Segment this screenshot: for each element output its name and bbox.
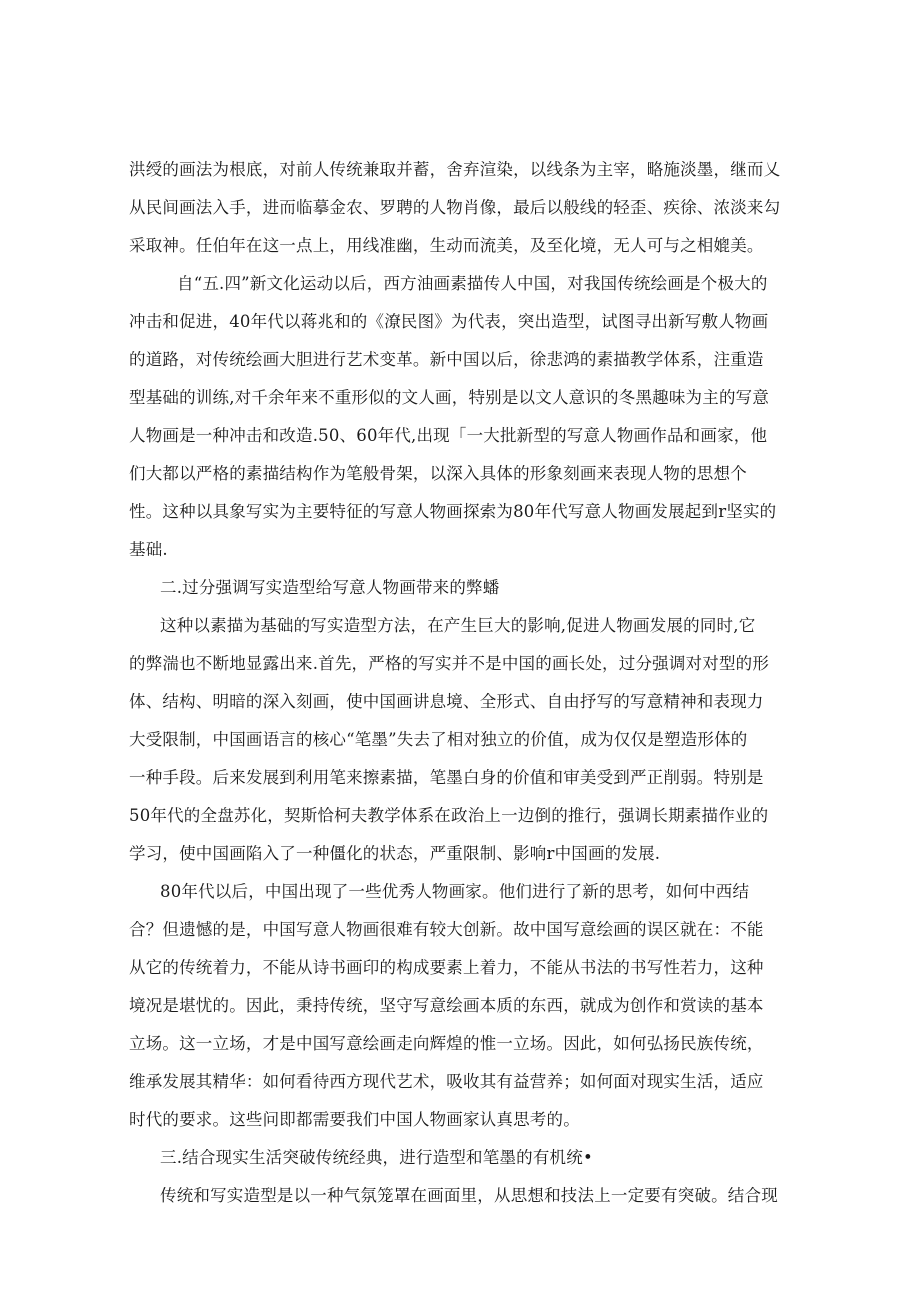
text-line: 型基础的训练,对千余年来不重形似的文人画，特别是以文人意识的冬黑趣味为主的写意 <box>129 388 770 407</box>
text-line: 立场。这一立场，才是中国写意绘画走向辉煌的惟一立场。因此，如何弘扬民族传统， <box>129 1034 764 1053</box>
text-line: 大受限制，中国画语言的核心“笔墨”失去了相对独立的价值，成为仅仅是塑造形体的 <box>129 730 748 749</box>
text-line: 合？但遗憾的是，中国写意人物画很难有较大创新。故中国写意绘画的误区就在：不能 <box>129 920 764 939</box>
paragraph-first-line: 这种以素描为基础的写实造型方法，在产生巨大的影响,促进人物画发展的同时,它 <box>160 616 756 635</box>
text-line: 时代的要求。这些问即都需要我们中国人物画家认真思考的。 <box>129 1110 580 1129</box>
text-line: 采取神。任伯年在这一点上，用线准幽，生动而流美，及至化境，无人可与之相媲美。 <box>129 236 764 255</box>
text-line: 一种手段。后来发展到利用笔来擦素描，笔墨白身的价值和审美受到严正削弱。特别是 <box>129 768 764 787</box>
paragraph-first-line: 传统和写实造型是以一种气氛笼罩在画面里，从思想和技法上一定要有突破。结合现 <box>160 1186 778 1205</box>
paragraph-first-line: 自“五.四”新文化运动以后，西方油画素描传人中国，对我国传统绘画是个极大的 <box>177 274 768 293</box>
paragraph-first-line: 80年代以后，中国出现了一些优秀人物画家。他们进行了新的思考，如何中西结 <box>160 882 750 901</box>
text-line: 的道路，对传统绘画大胆进行艺术变革。新中国以后，徐悲鸿的素描教学体系，注重造 <box>129 350 764 369</box>
text-line: 学习，使中国画陷入了一种僵化的状态，严重限制、影响r中国画的发展. <box>129 844 661 863</box>
text-line: 性。这种以具象写实为主要特征的写意人物画探索为80年代写意人物画发展起到r坚实的 <box>129 502 777 521</box>
section-heading-2: 二.过分强调写实造型给写意人物画带来的弊蟠 <box>160 578 500 597</box>
text-line: 洪绶的画法为根底，对前人传统兼取并蓄，舍弃渲染，以线条为主宰，略施淡墨，继而乂 <box>129 160 781 179</box>
section-heading-3: 三.结合现实生活突破传统经典，进行造型和笔墨的有机统• <box>160 1148 593 1167</box>
text-line: 维承发展其精华：如何看待西方现代艺术，吸收其有益营养；如何面对现实生活，适应 <box>129 1072 764 1091</box>
text-line: 境况是堪忧的。因此，秉持传统，坚守写意绘画本质的东西，就成为创作和赏读的基本 <box>129 996 764 1015</box>
text-line: 体、结构、明暗的深入刻画，使中国画讲息境、全形式、自由抒写的写意精神和表现力 <box>129 692 764 711</box>
text-line: 从它的传统着力，不能从诗书画印的构成要素上着力，不能从书法的书写性若力，这种 <box>129 958 764 977</box>
text-line: 冲击和促进，40年代以蒋兆和的《潦民图》为代表，突出造型，试图寻出新写敷人物画 <box>129 312 769 331</box>
text-line: 从民间画法入手，进而临摹金农、罗聘的人物肖像，最后以般线的轻歪、疾徐、浓淡来勾 <box>129 198 781 217</box>
text-line: 50年代的全盘苏化，契斯恰柯夫教学体系在政治上一边倒的推行，强调长期素描作业的 <box>129 806 769 825</box>
text-line: 基础. <box>129 540 168 559</box>
text-line: 人物画是一种冲击和改造.50、60年代,出现「一大批新型的写意人物画作品和画家，他 <box>129 426 768 445</box>
text-line: 们大都以严格的素描结构作为笔般骨架，以深入具体的形象刻画来表现人物的思想个 <box>129 464 747 483</box>
text-line: 的弊湍也不断地显露出来.首先，严格的写实并不是中国的画长处，过分强调对对型的形 <box>129 654 770 673</box>
